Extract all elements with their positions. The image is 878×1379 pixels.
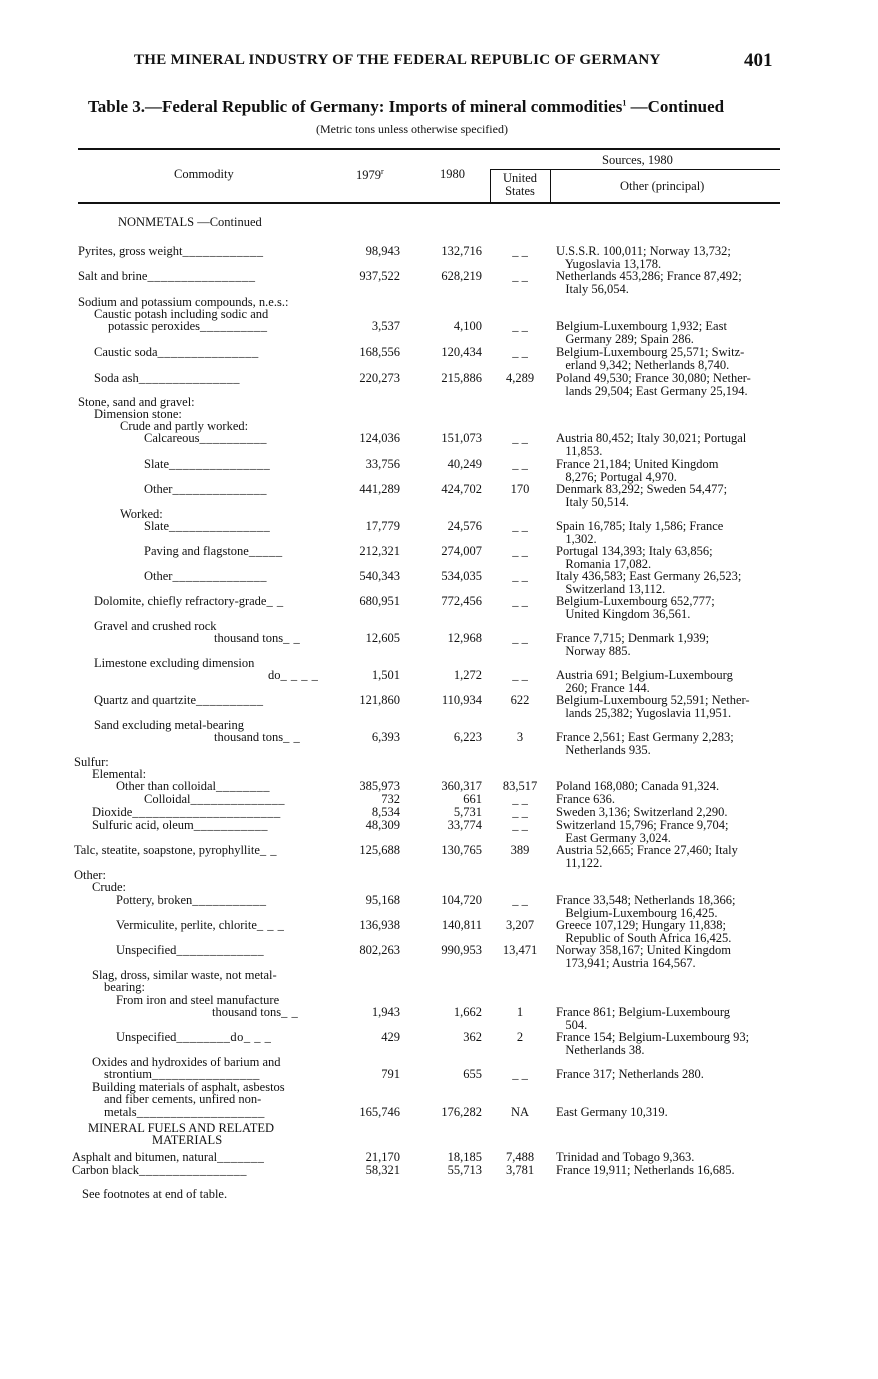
header-bottom-rule <box>78 202 780 204</box>
value-united-states: 622 <box>510 693 530 707</box>
table-title <box>88 97 724 117</box>
value-1980: 33,774 <box>447 818 482 832</box>
commodity-label-text: Stone, sand and gravel: <box>78 395 195 409</box>
sources-rule <box>490 169 780 170</box>
value-1979: 136,938 <box>359 918 400 932</box>
dot-leader: _____ <box>248 544 283 558</box>
value-united-states: 3 <box>516 730 524 744</box>
column-header-1979-revised-mark: r <box>381 167 384 176</box>
value-1979: 124,036 <box>359 431 400 445</box>
commodity-label-text: thousand tons <box>212 1005 282 1019</box>
value-1980: 132,716 <box>441 244 482 258</box>
value-1979: 441,289 <box>359 482 400 496</box>
value-1979: 121,860 <box>359 693 400 707</box>
dot-leader: ___________ <box>192 893 267 907</box>
commodity-label-text: Soda ash <box>94 371 139 385</box>
value-united-states: 389 <box>510 843 530 857</box>
sources-other-principal: Belgium-Luxembourg 52,591; Nether- lands 25,382; Yugoslavia 11,951. <box>556 693 750 720</box>
dot-leader: __________ <box>196 693 264 707</box>
value-united-states: 7,488 <box>505 1150 535 1164</box>
sources-other-principal: Austria 80,452; Italy 30,021; Portugal 11,853. <box>556 431 747 458</box>
commodity-label-text: Dimension stone: <box>94 407 182 421</box>
commodity-label <box>104 1093 261 1106</box>
commodity-label <box>144 793 285 806</box>
commodity-label <box>108 320 268 333</box>
value-united-states: _ _ <box>512 818 528 832</box>
value-united-states: 2 <box>516 1030 524 1044</box>
commodity-label <box>104 981 145 994</box>
value-1979: 6,393 <box>371 730 400 744</box>
commodity-label-text: Limestone excluding dimension <box>94 656 255 670</box>
value-1980: 24,576 <box>447 519 482 533</box>
value-1980: 40,249 <box>447 457 482 471</box>
value-1980: 130,765 <box>441 843 482 857</box>
value-1980: 772,456 <box>441 594 482 608</box>
dot-leader: ________ <box>215 779 270 793</box>
dot-leader: ______________________ <box>132 805 281 819</box>
commodity-label-text: Sulfuric acid, oleum <box>92 818 194 832</box>
value-1979: 165,746 <box>359 1105 400 1119</box>
commodity-label <box>78 245 264 258</box>
commodity-label-text: Dolomite, chiefly refractory-grade <box>94 594 267 608</box>
commodity-label <box>214 632 300 645</box>
value-1979: 937,522 <box>359 269 400 283</box>
value-united-states: _ _ <box>512 631 528 645</box>
commodity-label-text: Calcareous <box>144 431 200 445</box>
us-column-divider-right <box>550 170 551 202</box>
commodity-label-text: Sodium and potassium compounds, n.e.s.: <box>78 295 289 309</box>
sources-other-principal: Belgium-Luxembourg 652,777; United Kingdom 36,561. <box>556 594 715 621</box>
commodity-label <box>144 432 267 445</box>
commodity-label-text: MATERIALS <box>152 1133 223 1147</box>
value-1979: 12,605 <box>365 631 400 645</box>
sources-other-principal: Trinidad and Tobago 9,363. <box>556 1150 695 1164</box>
value-1979: 1,501 <box>371 668 400 682</box>
dot-leader: ________________ <box>139 1163 247 1177</box>
commodity-label-text: Colloidal <box>144 792 191 806</box>
dot-leader: ______________ <box>172 569 267 583</box>
value-1980: 55,713 <box>447 1163 482 1177</box>
sources-other-principal: Switzerland 15,796; France 9,704; East Germany 3,024. <box>556 818 729 845</box>
value-1979: 21,170 <box>365 1150 400 1164</box>
value-1980: 5,731 <box>453 805 482 819</box>
dot-leader: ______________ <box>172 482 267 496</box>
commodity-label-text: Crude and partly worked: <box>120 419 249 433</box>
commodity-label-text: Sand excluding metal-bearing <box>94 718 244 732</box>
value-1980: 362 <box>463 1030 482 1044</box>
value-united-states: _ _ <box>512 668 528 682</box>
dot-leader: _______________ <box>138 371 241 385</box>
commodity-label <box>116 894 267 907</box>
value-1980: 534,035 <box>441 569 482 583</box>
commodity-label <box>116 919 284 932</box>
value-united-states: 13,471 <box>502 943 538 957</box>
column-header-united-states: United States <box>502 171 538 198</box>
value-1979: 8,534 <box>371 805 400 819</box>
column-header-1979 <box>356 167 384 183</box>
commodity-label <box>94 620 217 633</box>
value-1980: 661 <box>463 792 482 806</box>
sources-other-principal: Poland 49,530; France 30,080; Nether- lands 29,504; East Germany 25,194. <box>556 371 751 398</box>
commodity-label-text: metals <box>104 1105 137 1119</box>
commodity-label-text: bearing: <box>104 980 145 994</box>
value-1979: 212,321 <box>359 544 400 558</box>
value-1979: 680,951 <box>359 594 400 608</box>
commodity-label-text: NONMETALS —Continued <box>118 215 262 229</box>
sources-other-principal: France 861; Belgium-Luxembourg 504. <box>556 1005 731 1032</box>
commodity-label <box>92 881 126 894</box>
commodity-label-text: potassic peroxides <box>108 319 200 333</box>
commodity-label <box>104 1068 260 1081</box>
commodity-label-text: Caustic potash including sodic and <box>94 307 269 321</box>
value-1979: 220,273 <box>359 371 400 385</box>
value-1980: 360,317 <box>441 779 482 793</box>
dot-leader: _ _ <box>283 631 301 645</box>
commodity-label-text: Caustic soda <box>94 345 158 359</box>
value-1979: 168,556 <box>359 345 400 359</box>
commodity-label-text: Asphalt and bitumen, natural <box>72 1150 218 1164</box>
commodity-label-text: Worked: <box>120 507 163 521</box>
sources-other-principal: Poland 168,080; Canada 91,324. <box>556 779 720 793</box>
dot-leader: _____________ <box>176 943 265 957</box>
sources-other-principal: France 317; Netherlands 280. <box>556 1067 704 1081</box>
sources-other-principal: France 7,715; Denmark 1,939; Norway 885. <box>556 631 710 658</box>
commodity-label <box>212 1006 298 1019</box>
value-1980: 104,720 <box>441 893 482 907</box>
commodity-label-text: thousand tons <box>214 730 284 744</box>
sources-other-principal: Spain 16,785; Italy 1,586; France 1,302. <box>556 519 724 546</box>
value-1979: 385,973 <box>359 779 400 793</box>
sources-other-principal: U.S.S.R. 100,011; Norway 13,732; Yugoslavia 13,178. <box>556 244 731 271</box>
dot-leader: _ _ _ _ <box>280 668 319 682</box>
commodity-label <box>72 1164 247 1177</box>
commodity-label-text: Talc, steatite, soapstone, pyrophyllite <box>74 843 260 857</box>
sources-other-principal: Denmark 83,292; Sweden 54,477; Italy 50,514. <box>556 482 728 509</box>
commodity-label-text: Unspecified <box>116 943 177 957</box>
value-1980: 215,886 <box>441 371 482 385</box>
value-united-states: _ _ <box>512 594 528 608</box>
commodity-label-text: Pyrites, gross weight <box>78 244 183 258</box>
sources-other-principal: Netherlands 453,286; France 87,492; Italy 56,054. <box>556 269 742 296</box>
commodity-label <box>72 1151 264 1164</box>
sources-other-principal: Belgium-Luxembourg 25,571; Switz- erland 9,342; Netherlands 8,740. <box>556 345 745 372</box>
dot-leader: _ _ _ <box>256 918 285 932</box>
commodity-label <box>144 458 270 471</box>
commodity-label-text: From iron and steel manufacture <box>116 993 280 1007</box>
sources-other-principal: Austria 691; Belgium-Luxembourg 260; France 144. <box>556 668 733 695</box>
value-united-states: 170 <box>510 482 530 496</box>
sources-other-principal: Italy 436,583; East Germany 26,523; Switzerland 13,112. <box>556 569 742 596</box>
commodity-label <box>94 346 259 359</box>
commodity-label <box>116 780 270 793</box>
value-1979: 95,168 <box>365 893 400 907</box>
sources-other-principal: France 154; Belgium-Luxembourg 93; Netherlands 38. <box>556 1030 750 1057</box>
commodity-label <box>104 1106 265 1119</box>
value-united-states: 3,781 <box>505 1163 535 1177</box>
commodity-label <box>116 944 264 957</box>
dot-leader: ________________ <box>151 1067 260 1081</box>
commodity-label <box>116 1031 271 1044</box>
value-1979: 17,779 <box>365 519 400 533</box>
commodity-label-text: MINERAL FUELS AND RELATED <box>88 1121 274 1135</box>
sources-other-principal: France 636. <box>556 792 616 806</box>
dot-leader: _ _ <box>266 594 284 608</box>
commodity-label-text: Crude: <box>92 880 127 894</box>
value-1980: 274,007 <box>441 544 482 558</box>
commodity-label-text: do <box>268 668 281 682</box>
value-united-states: _ _ <box>512 1067 528 1081</box>
footnote-reference: See footnotes at end of table. <box>82 1187 228 1201</box>
value-1979: 732 <box>381 792 400 806</box>
value-united-states: _ _ <box>512 805 528 819</box>
page-number: 401 <box>744 50 773 71</box>
commodity-label-text: Slag, dross, similar waste, not metal- <box>92 968 277 982</box>
value-united-states: _ _ <box>512 569 528 583</box>
commodity-label <box>92 819 268 832</box>
commodity-label-text: Unspecified <box>116 1030 177 1044</box>
commodity-label-text: Carbon black <box>72 1163 139 1177</box>
dot-leader: _______________ <box>169 519 271 533</box>
sources-other-principal: Greece 107,129; Hungary 11,838; Republic of South Africa 16,425. <box>556 918 732 945</box>
column-header-1980: 1980 <box>440 167 465 181</box>
commodity-label-text: Gravel and crushed rock <box>94 619 217 633</box>
value-1979: 3,537 <box>371 319 400 333</box>
commodity-label <box>74 844 277 857</box>
value-1980: 120,434 <box>441 345 482 359</box>
commodity-label-text: Other <box>144 569 173 583</box>
commodity-label-text: Quartz and quartzite <box>94 693 197 707</box>
dot-leader: ________________ <box>147 269 256 283</box>
commodity-label <box>94 595 284 608</box>
value-united-states: _ _ <box>512 319 528 333</box>
dot-leader: _______________ <box>169 457 271 471</box>
value-1979: 33,756 <box>365 457 400 471</box>
dot-leader: __________ <box>199 431 268 445</box>
sources-other-principal: Portugal 134,393; Italy 63,856; Romania 17,082. <box>556 544 713 571</box>
value-1980: 110,934 <box>441 693 482 707</box>
commodity-label <box>144 483 267 496</box>
value-united-states: 4,289 <box>505 371 535 385</box>
value-1980: 1,662 <box>453 1005 482 1019</box>
us-column-divider <box>490 170 491 202</box>
commodity-label-text: Other than colloidal <box>116 779 216 793</box>
dot-leader: _ _ <box>259 843 278 857</box>
commodity-label-text: Vermiculite, perlite, chlorite <box>116 918 257 932</box>
commodity-label-text: thousand tons <box>214 631 284 645</box>
value-united-states: _ _ <box>512 893 528 907</box>
dot-leader: ___________ <box>193 818 268 832</box>
dot-leader: ________do_ _ _ <box>176 1030 272 1044</box>
value-united-states: _ _ <box>512 431 528 445</box>
value-1980: 1,272 <box>453 668 482 682</box>
value-1980: 18,185 <box>447 1150 482 1164</box>
sources-other-principal: France 19,911; Netherlands 16,685. <box>556 1163 735 1177</box>
sources-other-principal: East Germany 10,319. <box>556 1105 668 1119</box>
commodity-label-text: Salt and brine <box>78 269 148 283</box>
value-united-states: _ _ <box>512 544 528 558</box>
column-header-1979-text: 1979 <box>356 168 381 183</box>
commodity-label <box>92 806 281 819</box>
sources-other-principal: Norway 358,167; United Kingdom 173,941; Austria 164,567. <box>556 943 731 970</box>
commodity-label <box>144 520 270 533</box>
commodity-label-text: Dioxide <box>92 805 133 819</box>
commodity-label-text: Elemental: <box>92 767 147 781</box>
sources-other-principal: Austria 52,665; France 27,460; Italy 11,122. <box>556 843 738 870</box>
value-1980: 628,219 <box>441 269 482 283</box>
column-header-other-principal: Other (principal) <box>620 179 705 193</box>
value-1979: 1,943 <box>371 1005 400 1019</box>
value-united-states: 3,207 <box>505 918 535 932</box>
value-1979: 540,343 <box>359 569 400 583</box>
value-1980: 176,282 <box>441 1105 482 1119</box>
value-1980: 151,073 <box>441 431 482 445</box>
sources-other-principal: France 2,561; East Germany 2,283; Netherlands 935. <box>556 730 734 757</box>
value-1979: 48,309 <box>365 818 400 832</box>
column-header-commodity: Commodity <box>174 167 234 181</box>
sources-other-principal: France 33,548; Netherlands 18,366; Belgium-Luxembourg 16,425. <box>556 893 736 920</box>
value-1980: 12,968 <box>447 631 482 645</box>
commodity-label-text: Sulfur: <box>74 755 109 769</box>
column-header-sources: Sources, 1980 <box>602 153 673 167</box>
dot-leader: _______ <box>217 1150 265 1164</box>
sources-other-principal: Belgium-Luxembourg 1,932; East Germany 289; Spain 286. <box>556 319 727 346</box>
value-united-states: 83,517 <box>502 779 538 793</box>
dot-leader: ___________________ <box>136 1105 265 1119</box>
commodity-label-text: Building materials of asphalt, asbestos <box>92 1080 285 1094</box>
value-1980: 140,811 <box>441 918 482 932</box>
value-united-states: _ _ <box>512 244 528 258</box>
commodity-label-text: and fiber cements, unfired non- <box>104 1092 262 1106</box>
dot-leader: _ _ <box>281 1005 299 1019</box>
running-header: THE MINERAL INDUSTRY OF THE FEDERAL REPUBLIC OF GERMANY <box>134 52 661 68</box>
table-title-footnote-mark: 1 <box>622 98 627 108</box>
value-united-states: _ _ <box>512 269 528 283</box>
value-1979: 58,321 <box>365 1163 400 1177</box>
dot-leader: ______________ <box>190 792 286 806</box>
value-1980: 990,953 <box>441 943 482 957</box>
value-1979: 429 <box>381 1030 400 1044</box>
table-title-text: Table 3.—Federal Republic of Germany: Imports of mineral commodities <box>88 97 623 116</box>
value-1979: 802,263 <box>359 943 400 957</box>
value-united-states: _ _ <box>512 345 528 359</box>
sources-other-principal: Sweden 3,136; Switzerland 2,290. <box>556 805 728 819</box>
commodity-label <box>144 570 267 583</box>
table-subtitle: (Metric tons unless otherwise specified) <box>316 122 508 136</box>
commodity-label-text: Pottery, broken <box>116 893 193 907</box>
commodity-label <box>78 270 255 283</box>
dot-leader: _ _ <box>283 730 301 744</box>
top-rule <box>78 148 780 150</box>
value-1980: 4,100 <box>453 319 482 333</box>
commodity-label-text: Oxides and hydroxides of barium and <box>92 1055 281 1069</box>
commodity-label-text: Paving and flagstone <box>144 544 249 558</box>
commodity-label <box>152 1134 222 1147</box>
commodity-label-text: Slate <box>144 519 169 533</box>
value-1979: 98,943 <box>365 244 400 258</box>
commodity-label-text: Slate <box>144 457 169 471</box>
dot-leader: __________ <box>200 319 268 333</box>
sources-other-principal: France 21,184; United Kingdom 8,276; Portugal 4,970. <box>556 457 719 484</box>
value-united-states: NA <box>510 1105 530 1119</box>
commodity-label <box>94 657 254 670</box>
commodity-label <box>118 216 262 229</box>
commodity-label-text: Other <box>144 482 173 496</box>
commodity-label <box>94 694 264 707</box>
value-1979: 791 <box>381 1067 400 1081</box>
commodity-label <box>94 372 240 385</box>
value-united-states: _ _ <box>512 457 528 471</box>
value-1980: 6,223 <box>453 730 482 744</box>
table-title-suffix: —Continued <box>626 97 725 116</box>
commodity-label-text: Other: <box>74 868 106 882</box>
commodity-label <box>144 545 283 558</box>
dot-leader: ____________ <box>182 244 264 258</box>
commodity-label <box>214 731 300 744</box>
value-1980: 655 <box>463 1067 482 1081</box>
value-united-states: 1 <box>516 1005 524 1019</box>
commodity-label <box>268 669 318 682</box>
value-united-states: _ _ <box>512 792 528 806</box>
value-united-states: _ _ <box>512 519 528 533</box>
dot-leader: _______________ <box>157 345 259 359</box>
value-1979: 125,688 <box>359 843 400 857</box>
value-1980: 424,702 <box>441 482 482 496</box>
commodity-label-text: strontium <box>104 1067 152 1081</box>
